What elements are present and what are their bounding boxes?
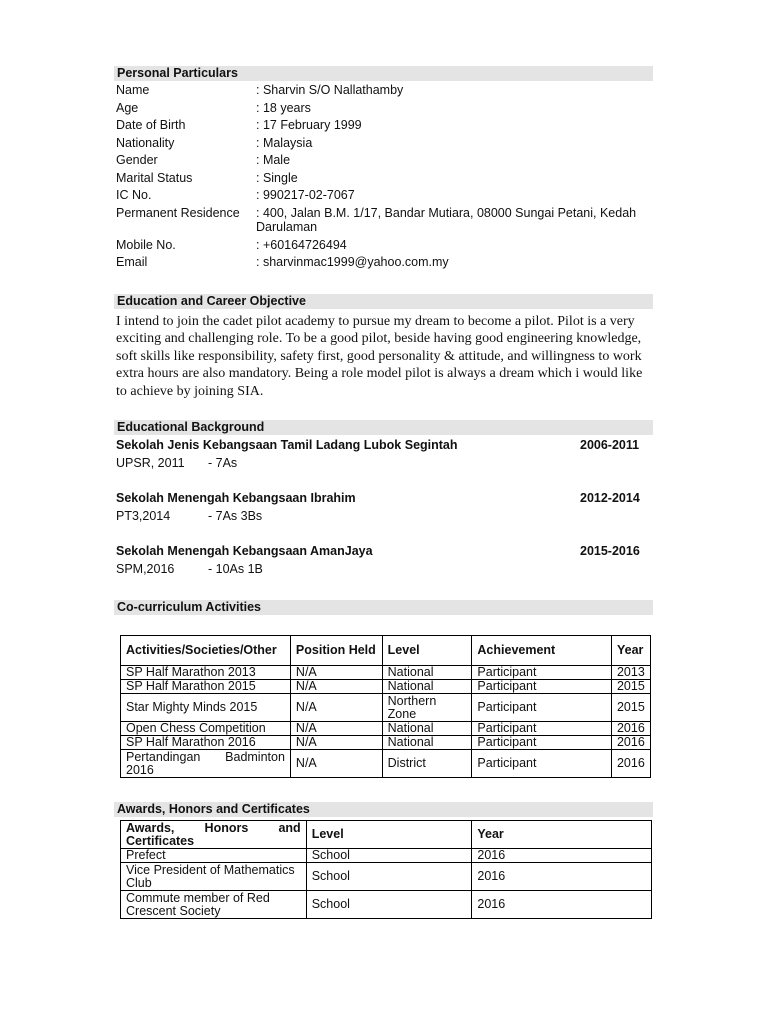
table-cell: Commute member of Red Crescent Society (121, 891, 307, 919)
exam-name: PT3,2014 (116, 509, 171, 523)
table-cell: National (382, 666, 472, 680)
field-value: : 17 February 1999 (256, 118, 362, 132)
table-cell: Open Chess Competition (121, 722, 291, 736)
school-result (116, 509, 416, 523)
table-cell: Vice President of Mathematics Club (121, 863, 307, 891)
table-cell: Participant (472, 750, 612, 778)
field-label: Gender (116, 153, 158, 167)
field-value: : 400, Jalan B.M. 1/17, Bandar Mutiara, 08000 Sungai Petani, Kedah Darulaman (256, 206, 637, 234)
field-label: Permanent Residence (116, 206, 240, 220)
table-cell: N/A (290, 694, 382, 722)
table-cell: SP Half Marathon 2016 (121, 736, 291, 750)
table-row (121, 750, 651, 778)
field-label: IC No. (116, 188, 152, 202)
exam-result: - 7As (208, 456, 238, 470)
field-label: Name (116, 83, 150, 97)
school-years: 2012-2014 (580, 491, 640, 505)
table-cell: N/A (290, 736, 382, 750)
exam-result: - 7As 3Bs (208, 509, 263, 523)
field-value: : sharvinmac1999@yahoo.com.my (256, 255, 449, 269)
field-value: : Single (256, 171, 298, 185)
table-cell: Participant (472, 722, 612, 736)
table-cell: Star Mighty Minds 2015 (121, 694, 291, 722)
table-row (121, 736, 651, 750)
table-cell: 2016 (472, 849, 652, 863)
school-entry (116, 438, 656, 452)
table-row (121, 680, 651, 694)
table-cell: School (306, 863, 472, 891)
column-header: Awards, Honors and Certificates (121, 821, 307, 849)
table-row (121, 863, 652, 891)
table-cell: N/A (290, 750, 382, 778)
table-cell: National (382, 736, 472, 750)
table-cell: Pertandingan Badminton 2016 (121, 750, 291, 778)
school-name: Sekolah Menengah Kebangsaan Ibrahim (116, 491, 356, 505)
table-cell: National (382, 722, 472, 736)
table-cell: Participant (472, 680, 612, 694)
table-cell: Participant (472, 666, 612, 680)
field-label: Email (116, 255, 148, 269)
column-header: Position Held (290, 636, 382, 666)
field-label: Marital Status (116, 171, 193, 185)
column-header: Level (306, 821, 472, 849)
table-cell: District (382, 750, 472, 778)
table-cell: Prefect (121, 849, 307, 863)
objective-text: I intend to join the cadet pilot academy to pursue my dream to become a pilot. Pilot is a very exciting and challenging role. To be a good pilot, beside having good engineering knowledge, soft skills like responsibility, safety first, good personality & attitude, and willingness to work extra hours are also mandatory. Being a role model pilot is always a dream which i would like to achieve by joining SIA. (116, 314, 643, 399)
field-label: Date of Birth (116, 118, 186, 132)
table-header-row (121, 821, 652, 849)
school-result (116, 562, 416, 576)
awards-heading: Awards, Honors and Certificates (114, 802, 653, 817)
cocurriculum-table (120, 635, 651, 778)
education-heading: Educational Background (114, 420, 653, 435)
table-cell: 2016 (472, 891, 652, 919)
table-cell: N/A (290, 722, 382, 736)
field-label: Nationality (116, 136, 175, 150)
table-row (121, 891, 652, 919)
field-value: : +60164726494 (256, 238, 347, 252)
school-result (116, 456, 416, 470)
table-cell: 2015 (611, 680, 650, 694)
field-value: : 18 years (256, 101, 311, 115)
table-row (121, 722, 651, 736)
personal-heading: Personal Particulars (114, 66, 653, 81)
table-cell: 2016 (611, 750, 650, 778)
table-cell: N/A (290, 680, 382, 694)
table-cell: N/A (290, 666, 382, 680)
table-cell: 2016 (611, 722, 650, 736)
field-value: : Male (256, 153, 291, 167)
exam-result: - 10As 1B (208, 562, 263, 576)
school-years: 2015-2016 (580, 544, 640, 558)
column-header: Achievement (472, 636, 612, 666)
table-cell: Participant (472, 694, 612, 722)
school-entry (116, 491, 656, 505)
table-cell: School (306, 849, 472, 863)
column-header: Activities/Societies/Other (121, 636, 291, 666)
table-cell: Northern Zone (382, 694, 472, 722)
school-entry (116, 544, 656, 558)
table-cell: 2016 (472, 863, 652, 891)
table-cell: National (382, 680, 472, 694)
column-header: Level (382, 636, 472, 666)
objective-heading: Education and Career Objective (114, 294, 653, 309)
school-years: 2006-2011 (580, 438, 640, 452)
exam-name: SPM,2016 (116, 562, 175, 576)
field-value: : 990217-02-7067 (256, 188, 355, 202)
table-cell: 2016 (611, 736, 650, 750)
column-header: Year (472, 821, 652, 849)
table-row (121, 666, 651, 680)
school-name: Sekolah Menengah Kebangsaan AmanJaya (116, 544, 373, 558)
table-row (121, 849, 652, 863)
table-cell: 2013 (611, 666, 650, 680)
table-cell: School (306, 891, 472, 919)
field-value: : Malaysia (256, 136, 313, 150)
table-cell: SP Half Marathon 2015 (121, 680, 291, 694)
table-cell: 2015 (611, 694, 650, 722)
column-header: Year (611, 636, 650, 666)
field-value: : Sharvin S/O Nallathamby (256, 83, 404, 97)
table-cell: SP Half Marathon 2013 (121, 666, 291, 680)
school-name: Sekolah Jenis Kebangsaan Tamil Ladang Lubok Segintah (116, 438, 458, 452)
awards-table (120, 820, 652, 919)
exam-name: UPSR, 2011 (116, 456, 185, 470)
field-label: Age (116, 101, 139, 115)
field-label: Mobile No. (116, 238, 176, 252)
table-header-row (121, 636, 651, 666)
table-cell: Participant (472, 736, 612, 750)
table-row (121, 694, 651, 722)
cocurriculum-heading: Co-curriculum Activities (114, 600, 653, 615)
